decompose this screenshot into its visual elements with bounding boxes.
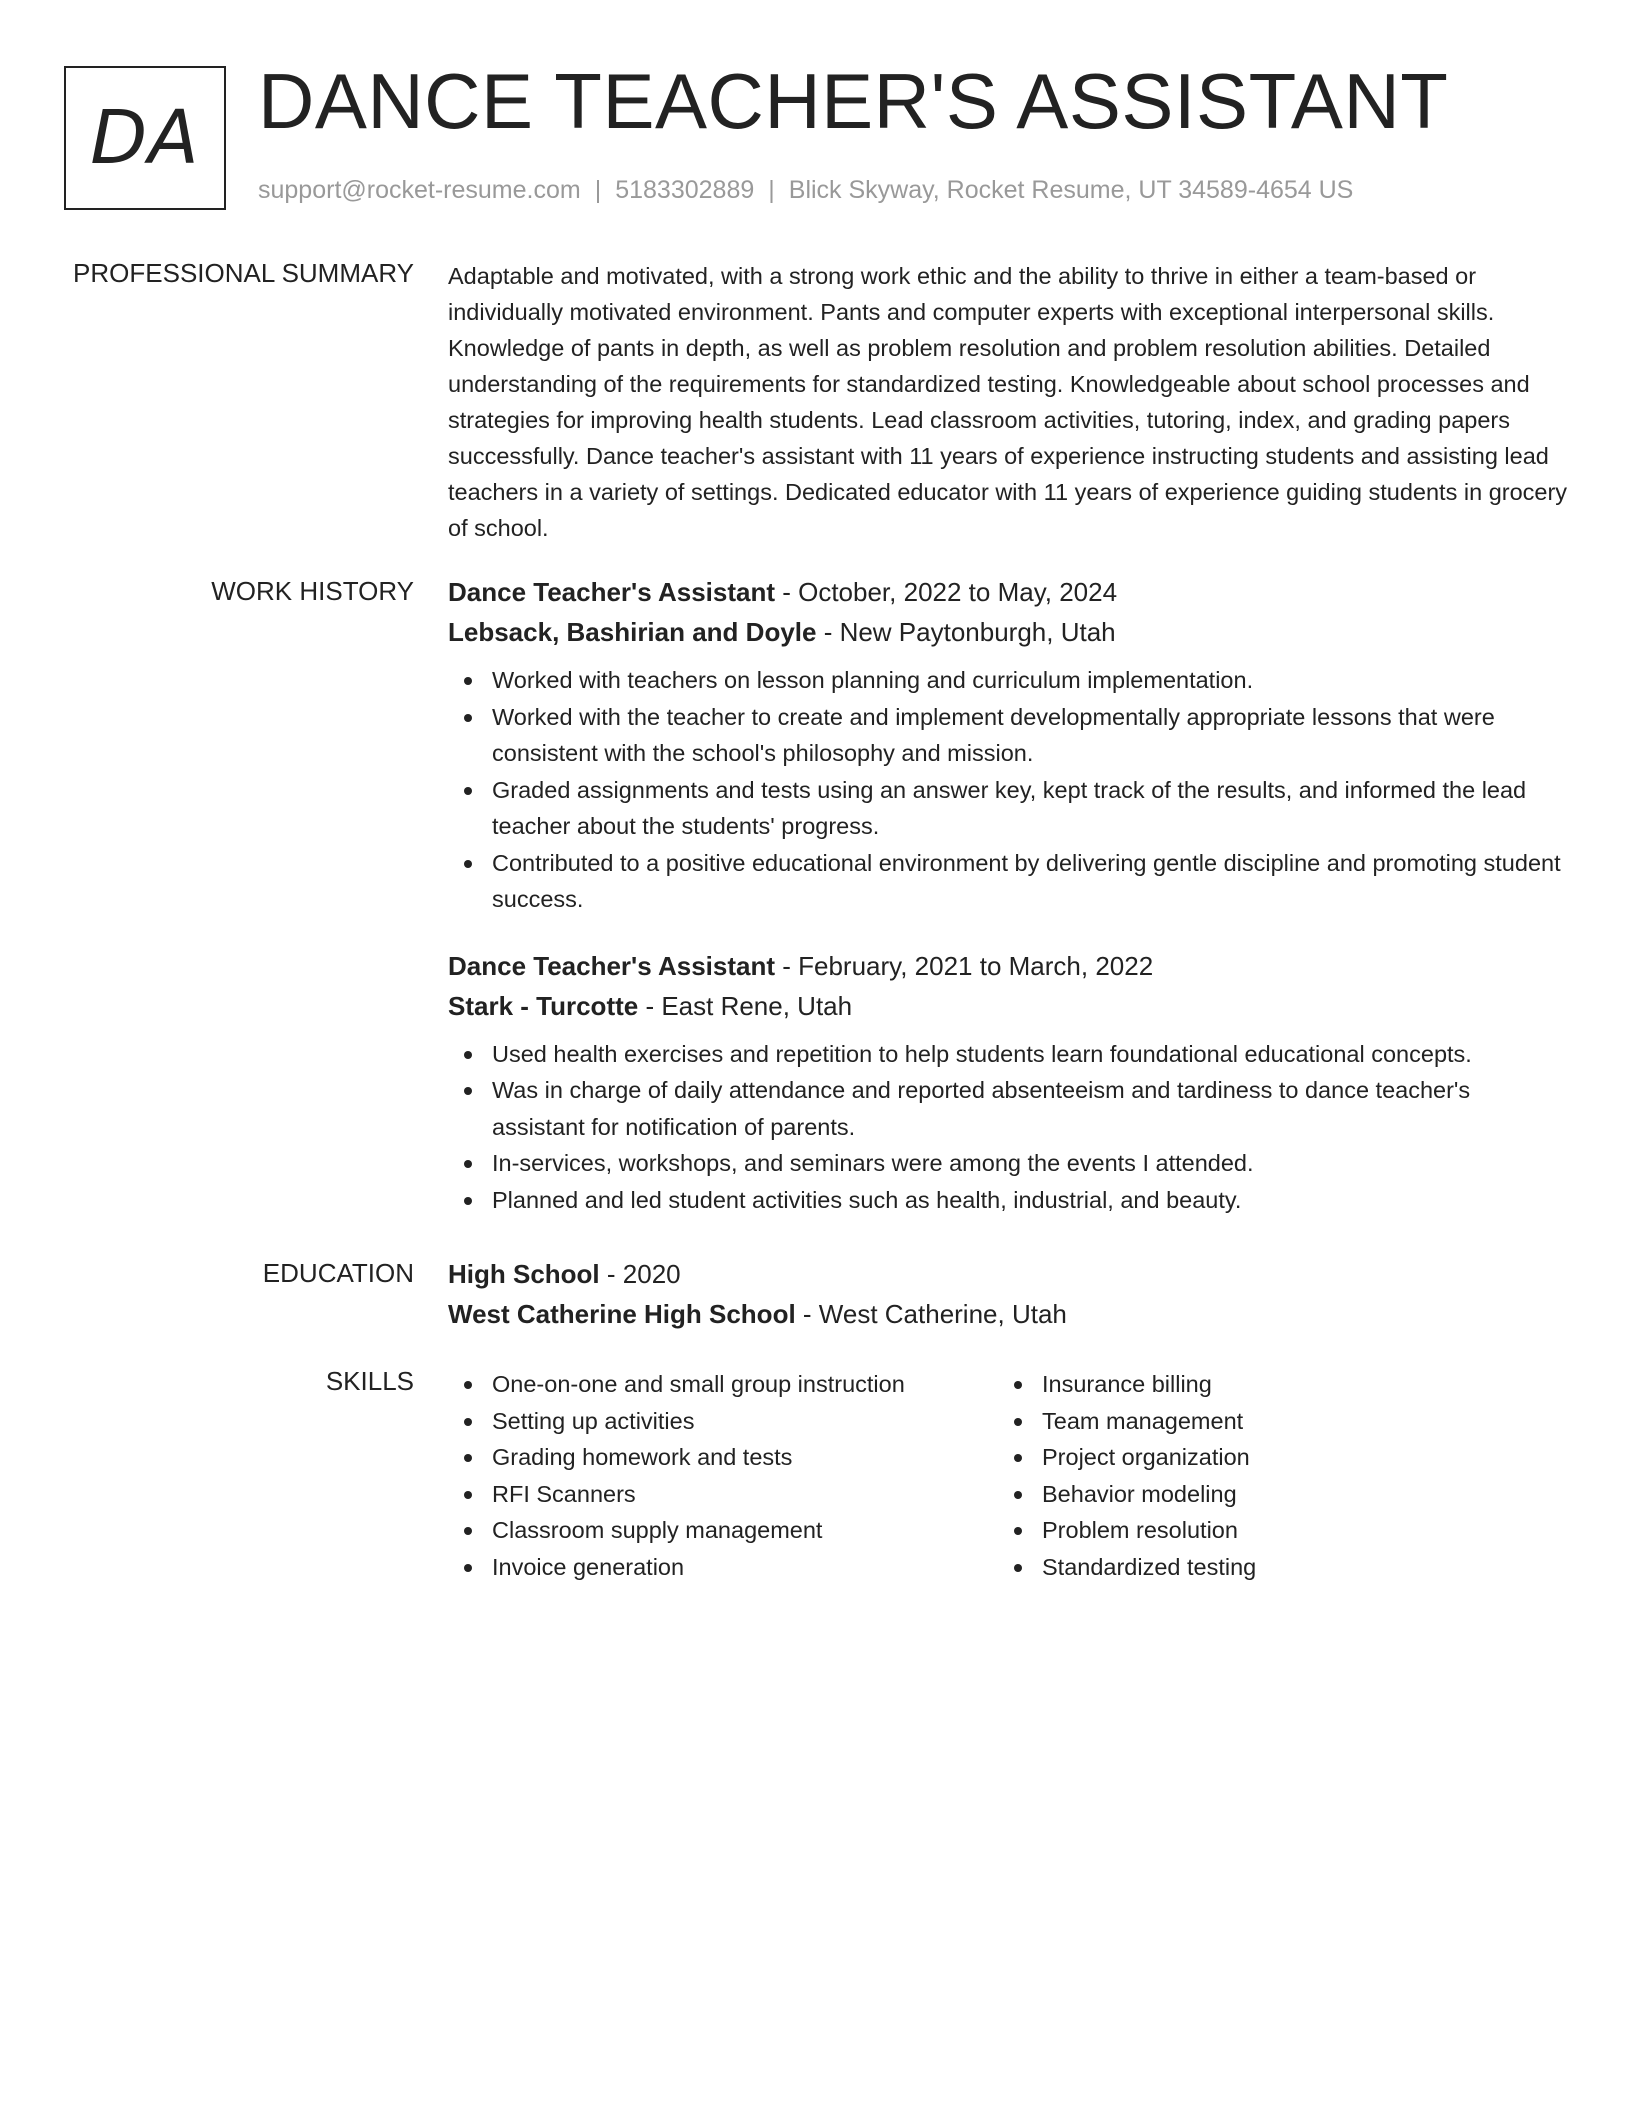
list-item: Invoice generation (448, 1549, 998, 1586)
contact-separator: | (594, 176, 602, 204)
job-dates: - October, 2022 to May, 2024 (775, 577, 1118, 607)
resume-title: DANCE TEACHER'S ASSISTANT (258, 57, 1449, 145)
job-location: - East Rene, Utah (638, 990, 853, 1021)
contact-phone: 5183302889 (615, 176, 755, 204)
job-title: Dance Teacher's Assistant (448, 577, 775, 607)
job-company: Stark - Turcotte (448, 990, 639, 1021)
education-school: West Catherine High School (448, 1299, 796, 1329)
list-item: Grading homework and tests (448, 1439, 998, 1476)
skills-list-right (998, 1366, 1498, 1585)
education-degree-line (448, 1254, 1568, 1294)
job-location: - New Paytonburgh, Utah (816, 617, 1116, 647)
contact-line (258, 176, 1353, 205)
list-item: Classroom supply management (448, 1512, 998, 1549)
list-item: Problem resolution (998, 1512, 1498, 1549)
skills-columns (448, 1366, 1568, 1585)
list-item: Insurance billing (998, 1366, 1498, 1403)
contact-separator: | (768, 176, 775, 204)
skills-heading: SKILLS (325, 1366, 414, 1396)
list-item: RFI Scanners (448, 1476, 998, 1513)
list-item: Graded assignments and tests using an answer key, kept track of the results, and informed the lead teacher about the students' progress. (448, 772, 1568, 845)
contact-email: support@rocket-resume.com (258, 176, 581, 204)
job-title-line (448, 946, 1568, 986)
list-item: One-on-one and small group instruction (448, 1366, 998, 1403)
list-item: Contributed to a positive educational environment by delivering gentle discipline and promoting student success. (448, 845, 1568, 918)
education-school-line (448, 1294, 1568, 1334)
list-item: Project organization (998, 1439, 1498, 1476)
job-title-line (448, 572, 1568, 612)
list-item: Used health exercises and repetition to help students learn foundational educational concepts. (448, 1036, 1568, 1073)
job-duties-list (448, 1036, 1568, 1219)
education-year: - 2020 (599, 1259, 681, 1289)
job-title: Dance Teacher's Assistant (448, 950, 775, 981)
contact-address: Blick Skyway, Rocket Resume, UT 34589-4654 US (788, 176, 1354, 204)
job-duties-list (448, 662, 1568, 918)
job-company-line (448, 986, 1568, 1026)
education-body (448, 1254, 1568, 1334)
list-item: Planned and led student activities such as health, industrial, and beauty. (448, 1182, 1568, 1219)
skills-body (448, 1366, 1568, 1585)
list-item: Standardized testing (998, 1549, 1498, 1586)
monogram-text: DA (90, 95, 200, 181)
job-entry (448, 946, 1568, 1219)
job-dates: - February, 2021 to March, 2022 (775, 950, 1154, 981)
list-item: Worked with teachers on lesson planning and curriculum implementation. (448, 662, 1568, 699)
summary-text: Adaptable and motivated, with a strong work ethic and the ability to thrive in either a team-based or individually motivated environment. Pants and computer experts with exceptional interpersonal skills. Knowledge of pants in depth, as well as problem resolution and problem resolution abilities. Detailed understanding of the requirements for standardized testing. Knowledgeable about school processes and strategies for improving health students. Lead classroom activities, tutoring, index, and grading papers successfully. Dance teacher's assistant with 11 years of experience instructing students and assisting lead teachers in a variety of settings. Dedicated educator with 11 years of experience guiding students in grocery of school. (448, 263, 1568, 541)
education-location: - West Catherine, Utah (795, 1299, 1067, 1329)
list-item: Setting up activities (448, 1403, 998, 1440)
skills-list-left (448, 1366, 998, 1585)
work-history-body (448, 572, 1568, 1218)
list-item: Behavior modeling (998, 1476, 1498, 1513)
summary-heading: PROFESSIONAL SUMMARY (73, 258, 414, 288)
monogram-badge (64, 66, 226, 210)
job-company-line (448, 612, 1568, 652)
job-entry (448, 572, 1568, 918)
list-item: In-services, workshops, and seminars were among the events I attended. (448, 1145, 1568, 1182)
list-item: Worked with the teacher to create and implement developmentally appropriate lessons that were consistent with the school's philosophy and mission. (448, 699, 1568, 772)
work-history-heading: WORK HISTORY (211, 576, 414, 606)
job-company: Lebsack, Bashirian and Doyle (448, 617, 817, 647)
education-heading: EDUCATION (262, 1258, 414, 1288)
list-item: Was in charge of daily attendance and reported absenteeism and tardiness to dance teacher's assistant for notification of parents. (448, 1072, 1568, 1145)
education-degree: High School (448, 1259, 600, 1289)
list-item: Team management (998, 1403, 1498, 1440)
